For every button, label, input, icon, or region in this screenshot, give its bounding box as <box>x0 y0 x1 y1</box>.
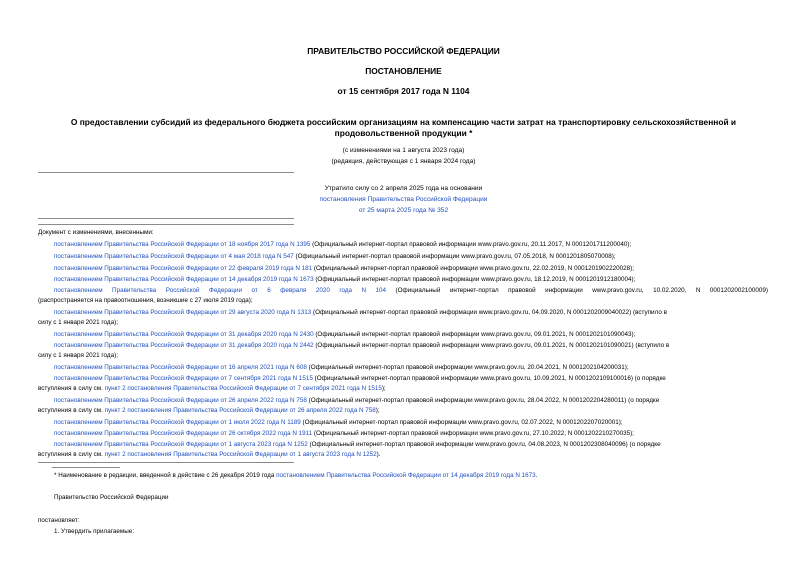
amendment-link[interactable]: постановлением Правительства Российской Федерации от 16 апреля 2021 года N 608 <box>54 364 307 371</box>
amendment-continuation: вступления в силу см. пункт 2 постановления Правительства Российской Федерации от 26 апреля 2022 года N 758); <box>38 407 380 414</box>
amendment-link[interactable]: постановлением Правительства Российской Федерации от 18 ноября 2017 года N 1395 <box>54 241 311 248</box>
amendment-link[interactable]: постановлением Правительства Российской Федерации от 14 декабря 2019 года N 1673 <box>54 276 314 283</box>
footnote-link[interactable]: постановлением Правительства Российской Федерации от 14 декабря 2019 года N 1673 <box>276 472 536 479</box>
amendment-link[interactable]: постановлением Правительства Российской Федерации от 26 апреля 2022 года N 758 <box>54 397 307 404</box>
amendment-row: постановлением Правительства Российской Федерации от 6 февраля 2020 года N 104 (Официальный интернет-портал правовой информации www.pravo.gov.ru, 10.02.2020, N 0001202002100009) <box>54 287 768 294</box>
government-title: ПРАВИТЕЛЬСТВО РОССИЙСКОЙ ФЕДЕРАЦИИ <box>307 46 500 56</box>
amendment-link[interactable]: постановлением Правительства Российской Федерации от 22 февраля 2019 года N 181 <box>54 265 313 272</box>
amendment-link[interactable]: постановлением Правительства Российской Федерации от 31 декабря 2020 года N 2442 <box>54 342 314 349</box>
lost-force-link-line-1[interactable]: постановления Правительства Российской Федерации <box>319 196 488 203</box>
separator-rule <box>38 224 294 225</box>
amendment-row: постановлением Правительства Российской Федерации от 7 сентября 2021 года N 1515 (Официальный интернет-портал правовой информации www.pravo.gov.ru, 10.09.2021, N 0001202109100016) (о порядке <box>54 375 666 382</box>
document-date: от 15 сентября 2017 года N 1104 <box>337 86 470 96</box>
separator-rule <box>38 172 294 173</box>
amendment-continuation: вступления в силу см. пункт 2 постановления Правительства Российской Федерации от 1 августа 2023 года N 1252). <box>38 451 381 458</box>
separator-rule <box>38 462 294 463</box>
amendment-row: постановлением Правительства Российской Федерации от 18 ноября 2017 года N 1395 (Официальный интернет-портал правовой информации www.pravo.gov.ru, 20.11.2017, N 0001201711200040); <box>54 241 632 248</box>
amendment-continuation: силу с 1 января 2021 года); <box>38 352 118 359</box>
clause-1: 1. Утвердить прилагаемые: <box>54 528 134 535</box>
amendment-row: постановлением Правительства Российской Федерации от 31 декабря 2020 года N 2430 (Официальный интернет-портал правовой информации www.pravo.gov.ru, 09.01.2021, N 0001202101090043); <box>54 331 636 338</box>
amendment-row: постановлением Правительства Российской Федерации от 16 апреля 2021 года N 608 (Официальный интернет-портал правовой информации www.pravo.gov.ru, 20.04.2021, N 0001202104200031); <box>54 364 629 371</box>
amendment-link[interactable]: пункт 2 постановления Правительства Российской Федерации от 26 апреля 2022 года N 758 <box>104 407 376 414</box>
amendment-row: постановлением Правительства Российской Федерации от 1 июля 2022 года N 1189 (Официальный интернет-портал правовой информации www.pravo.gov.ru, 02.07.2022, N 0001202207020001); <box>54 419 623 426</box>
document-title-line-2: продовольственной продукции * <box>334 128 473 138</box>
footnote-rule <box>52 467 120 468</box>
amendment-link[interactable]: постановлением Правительства Российской Федерации от 29 августа 2020 года N 1313 <box>54 309 312 316</box>
amendments-intro: Документ с изменениями, внесенными: <box>38 229 154 236</box>
amendment-link[interactable]: пункт 2 постановления Правительства Российской Федерации от 1 августа 2023 года N 1252 <box>104 451 377 458</box>
amendment-link[interactable]: пункт 2 постановления Правительства Российской Федерации от 7 сентября 2021 года N 1515 <box>104 385 382 392</box>
changes-note: (с изменениями на 1 августа 2023 года) <box>342 147 465 154</box>
edition-note: (редакция, действующая с 1 января 2024 года) <box>331 158 476 165</box>
document-type: ПОСТАНОВЛЕНИЕ <box>365 66 442 76</box>
amendment-continuation: (распространяется на правоотношения, возникшие с 27 июля 2019 года); <box>38 297 253 304</box>
document-title-line-1: О предоставлении субсидий из федерального бюджета российским организациям на компенсацию части затрат на транспортировку сельскохозяйственной и <box>70 117 737 127</box>
amendment-continuation: вступления в силу см. пункт 2 постановления Правительства Российской Федерации от 7 сентября 2021 года N 1515); <box>38 385 386 392</box>
footnote: * Наименование в редакции, введенной в действие с 26 декабря 2019 года постановлением Правительства Российской Федерации от 14 декабря 2019 года N 1673. <box>54 472 538 479</box>
amendment-row: постановлением Правительства Российской Федерации от 4 мая 2018 года N 547 (Официальный интернет-портал правовой информации www.pravo.gov.ru, 07.05.2018, N 0001201805070008); <box>54 253 616 260</box>
amendment-link[interactable]: постановлением Правительства Российской Федерации от 26 октября 2022 года N 1911 <box>54 430 313 437</box>
lost-force-link-line-2[interactable]: от 25 марта 2025 года № 352 <box>358 207 449 214</box>
resolves-text: постановляет: <box>38 517 80 524</box>
amendment-link[interactable]: постановлением Правительства Российской Федерации от 1 июля 2022 года N 1189 <box>54 419 301 426</box>
amendment-row: постановлением Правительства Российской Федерации от 1 августа 2023 года N 1252 (Официальный интернет-портал правовой информации www.pravo.gov.ru, 04.08.2023, N 0001202308040096) (о порядке <box>54 441 661 448</box>
amendment-link[interactable]: постановлением Правительства Российской Федерации от 4 мая 2018 года N 547 <box>54 253 294 260</box>
issuing-authority: Правительство Российской Федерации <box>54 494 169 501</box>
amendment-link[interactable]: постановлением Правительства Российской Федерации от 31 декабря 2020 года N 2430 <box>54 331 314 338</box>
amendment-row: постановлением Правительства Российской Федерации от 14 декабря 2019 года N 1673 (Официальный интернет-портал правовой информации www.pravo.gov.ru, 18.12.2019, N 0001201912180004); <box>54 276 636 283</box>
amendment-link[interactable]: постановлением Правительства Российской Федерации от 1 августа 2023 года N 1252 <box>54 441 308 448</box>
amendment-continuation: силу с 1 января 2021 года); <box>38 319 118 326</box>
amendment-row: постановлением Правительства Российской Федерации от 29 августа 2020 года N 1313 (Официальный интернет-портал правовой информации www.pravo.gov.ru, 04.09.2020, N 0001202009040022) (вступило в <box>54 309 667 316</box>
lost-force-note: Утратило силу со 2 апреля 2025 года на основании <box>324 185 483 192</box>
amendment-row: постановлением Правительства Российской Федерации от 31 декабря 2020 года N 2442 (Официальный интернет-портал правовой информации www.pravo.gov.ru, 09.01.2021, N 0001202101090021) (вступило в <box>54 342 670 349</box>
amendment-row: постановлением Правительства Российской Федерации от 26 октября 2022 года N 1911 (Официальный интернет-портал правовой информации www.pravo.gov.ru, 27.10.2022, N 0001202210270035); <box>54 430 634 437</box>
amendment-link[interactable]: постановлением Правительства Российской Федерации от 7 сентября 2021 года N 1515 <box>54 375 313 382</box>
separator-rule <box>38 218 294 219</box>
amendment-link[interactable]: постановлением Правительства Российской Федерации от 6 февраля 2020 года N 104 <box>54 287 387 294</box>
amendment-row: постановлением Правительства Российской Федерации от 26 апреля 2022 года N 758 (Официальный интернет-портал правовой информации www.pravo.gov.ru, 28.04.2022, N 0001202204280011) (о порядке <box>54 397 660 404</box>
amendment-row: постановлением Правительства Российской Федерации от 22 февраля 2019 года N 181 (Официальный интернет-портал правовой информации www.pravo.gov.ru, 22.02.2019, N 0001201902220028); <box>54 265 634 272</box>
